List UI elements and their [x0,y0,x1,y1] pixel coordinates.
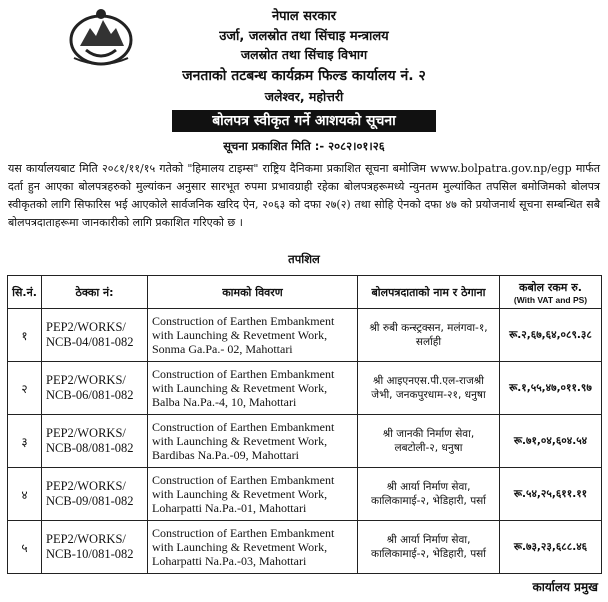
row-work: Construction of Earthen Embankment with Launching & Revetment Work, Sonma Ga.Pa.- 02, Mahottari [148,309,358,362]
row-sn: ४ [8,468,42,521]
header-work: कामको विवरण [148,276,358,309]
row-work: Construction of Earthen Embankment with Launching & Revetment Work, Bardibas Na.Pa.-09, Mahottari [148,415,358,468]
schedule-heading: तपशिल [288,252,320,266]
row-contract: PEP2/WORKS/ NCB-06/081-082 [42,362,148,415]
row-contract: PEP2/WORKS/ NCB-10/081-082 [42,521,148,574]
row-work: Construction of Earthen Embankment with Launching & Revetment Work, Loharpatti Na.Pa.-01, Mahottari [148,468,358,521]
notice-body-paragraph: यस कार्यालयबाट मिति २०८१/११/१५ गतेको "हिमालय टाइम्स" राष्ट्रिय दैनिकमा प्रकाशित सूचना बमोजिम www.bolpatra.gov.np/egp मार्फत दर्ता हुन आएका बोलपत्रहरुको मुल्यांकन अनुसार सारभूत रुपमा प्रभावग्राही रहेका बोलपत्रहरूमध्ये न्युनतम मुल्यांकित तपसिल बमोजिमको बोलपत्र स्वीकृतको लागि सिफारिस भई आएकोले सार्वजनिक खरिद ऐन, २०६३ को दफा २७(२) तथा सोहि ऐनको दफा ४७ को प्रयोजनार्थ सूचना सम्बन्धित सबै बोलपत्रदाताहरूमा जानकारीको लागि प्रकाशित गरिएको छ । [8,162,600,229]
row-sn: ३ [8,415,42,468]
row-sn: ५ [8,521,42,574]
row-amount: रू.१,५५,४७,०११.९७ [500,362,602,415]
office-name: जनताको तटबन्ध कार्यक्रम फिल्ड कार्यालय नं. २ [182,68,426,84]
publication-date: सूचना प्रकाशित मिति :- २०८२।०१।२६ [223,139,385,153]
row-bidder: श्री आर्या निर्माण सेवा, कालिकामाई-२, भेडिहारी, पर्सा [358,521,500,574]
header-amount-label: कबोल रकम रु. [519,280,582,294]
government-name: नेपाल सरकार [271,9,337,24]
header-amount-note: (With VAT and PS) [513,294,588,305]
department-name: जलस्रोत तथा सिंचाइ विभाग [240,47,368,62]
row-bidder: श्री आइएनएस.पी.एल-राजश्री जेभी, जनकपुरधाम-२१, धनुषा [358,362,500,415]
table-row [8,468,602,521]
header-contract: ठेक्का नं: [42,276,148,309]
notice-title: बोलपत्र स्वीकृत गर्ने आशयको सूचना [172,110,436,132]
table-row [8,415,602,468]
row-amount: रू.७३,२३,६८८.४६ [500,521,602,574]
row-bidder: श्री रुबी कन्स्ट्रक्सन, मलंगवा-१, सर्लाही [358,309,500,362]
row-contract: PEP2/WORKS/ NCB-09/081-082 [42,468,148,521]
table-header-row [8,276,602,309]
row-sn: १ [8,309,42,362]
row-work: Construction of Earthen Embankment with Launching & Revetment Work, Loharpatti Na.Pa.-03, Mahottari [148,521,358,574]
row-contract: PEP2/WORKS/ NCB-08/081-082 [42,415,148,468]
table-row [8,521,602,574]
ministry-name: उर्जा, जलस्रोत तथा सिंचाइ मन्त्रालय [219,29,389,44]
row-amount: रू.७१,०४,६०४.५४ [500,415,602,468]
office-chief-signature: कार्यालय प्रमुख [532,580,598,594]
office-location: जलेश्वर, महोत्तरी [264,89,344,104]
row-amount: रू.२,६७,६४,०८९.३८ [500,309,602,362]
row-bidder: श्री जानकी निर्माण सेवा, लबटोली-२, धनुषा [358,415,500,468]
row-bidder: श्री आर्या निर्माण सेवा, कालिकामाई-२, भेडिहारी, पर्सा [358,468,500,521]
table-row [8,309,602,362]
header-bidder: बोलपत्रदाताको नाम र ठेगाना [358,276,500,309]
header-amount [500,276,602,309]
notice-header [0,0,608,153]
row-contract: PEP2/WORKS/ NCB-04/081-082 [42,309,148,362]
table-row [8,362,602,415]
row-amount: रू.५४,२५,६११.११ [500,468,602,521]
header-sn: सि.नं. [8,276,42,309]
row-work: Construction of Earthen Embankment with Launching & Revetment Work, Balba Na.Pa.-4, 10, Mahottari [148,362,358,415]
bid-award-table [7,275,602,574]
row-sn: २ [8,362,42,415]
